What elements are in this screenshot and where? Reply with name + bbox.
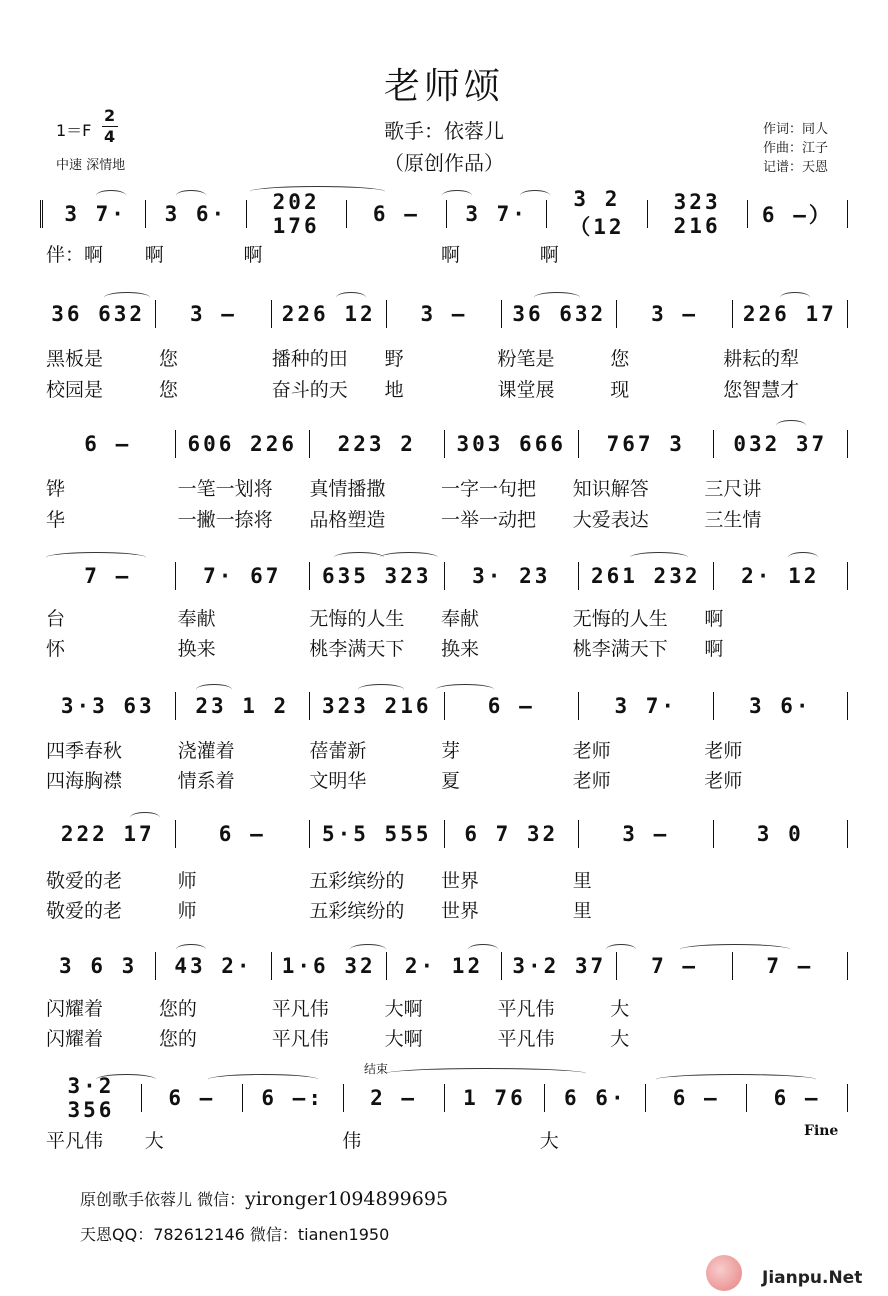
measure: 226 17 bbox=[742, 302, 837, 326]
measure: 2· 12 bbox=[404, 954, 484, 978]
lyric-segment: 华 bbox=[46, 509, 66, 531]
slur-mark bbox=[46, 552, 146, 563]
lyric-segment: 知识解答 bbox=[572, 478, 649, 500]
lyric-segment: 大啊 bbox=[384, 1028, 423, 1050]
lyric-segment bbox=[704, 866, 836, 893]
measure: 3· 23 bbox=[472, 564, 551, 588]
lyric-verse-1 bbox=[46, 866, 836, 893]
lyric-segment: 播种的田 bbox=[271, 348, 348, 370]
lyric-segment: 您 bbox=[158, 379, 178, 401]
measure: 202 176 bbox=[272, 190, 320, 238]
lyric-segment: 平凡伟 bbox=[271, 1028, 329, 1050]
lyric-segment: 老师 bbox=[572, 770, 611, 792]
lyric-segment: 平凡伟 bbox=[497, 998, 555, 1020]
time-denominator: 4 bbox=[104, 127, 116, 146]
measure: 2· 12 bbox=[741, 564, 820, 588]
measure: 1 76 bbox=[463, 1086, 526, 1110]
slur-mark bbox=[606, 944, 636, 955]
end-mark: 结束 bbox=[364, 1062, 389, 1076]
measure: 261 232 bbox=[590, 564, 701, 588]
lyric-segment: 大 bbox=[610, 998, 630, 1020]
lyric-segment: 奉献 bbox=[441, 608, 480, 630]
lyric-segment: 奉献 bbox=[177, 608, 216, 630]
measure: 7· 67 bbox=[203, 564, 282, 588]
lyric-segment: 啊 bbox=[441, 244, 461, 266]
lyric-verse-1 bbox=[46, 604, 836, 631]
lyric-segment: 里 bbox=[572, 900, 592, 922]
lyric-segment: 大爱表达 bbox=[572, 509, 649, 531]
lyric-segment: 啊 bbox=[704, 608, 724, 630]
lyric-segment: 里 bbox=[572, 870, 592, 892]
lyric-segment: 五彩缤纷的 bbox=[309, 900, 405, 922]
lyric-segment: 您的 bbox=[158, 1028, 197, 1050]
lyric-segment: 品格塑造 bbox=[309, 509, 386, 531]
lyric-segment: 师 bbox=[177, 870, 197, 892]
measure: 43 2· bbox=[174, 954, 253, 978]
measure: 6 – bbox=[672, 1086, 720, 1110]
slur-mark bbox=[520, 190, 550, 201]
lyric-segment: 野 bbox=[384, 348, 404, 370]
lyric-segment: 五彩缤纷的 bbox=[309, 870, 405, 892]
measure: 2 – bbox=[370, 1086, 418, 1110]
lyric-segment: 铧 bbox=[46, 478, 66, 500]
lyric-segment: 浇灌着 bbox=[177, 740, 235, 762]
lyric-segment: 奋斗的天 bbox=[271, 379, 348, 401]
measure: 3 6 3 bbox=[59, 954, 138, 978]
lyric-segment: 啊 bbox=[704, 638, 724, 660]
lyric-verse-1 bbox=[46, 994, 836, 1021]
slur-mark bbox=[358, 684, 404, 695]
lyric-verse-2 bbox=[46, 505, 836, 532]
note-line bbox=[40, 428, 848, 460]
measure: 767 3 bbox=[606, 432, 685, 456]
lyric-segment bbox=[244, 1126, 343, 1153]
lyric-segment: 老师 bbox=[572, 740, 611, 762]
lyricist-credit: 作词：同人 bbox=[763, 122, 829, 137]
measure: 6 – bbox=[372, 202, 420, 226]
lyric-segment: 伟 bbox=[342, 1130, 362, 1152]
lyric-segment: 老师 bbox=[704, 770, 743, 792]
lyric-segment: 您的 bbox=[158, 998, 197, 1020]
slur-mark bbox=[776, 420, 806, 431]
lyric-segment: 夏 bbox=[441, 770, 461, 792]
lyric-segment: 无悔的人生 bbox=[572, 608, 668, 630]
barline bbox=[847, 562, 848, 590]
lyric-segment: 世界 bbox=[441, 870, 480, 892]
measure: 3 – bbox=[189, 302, 237, 326]
slur-mark bbox=[534, 292, 580, 303]
lyric-verse-1 bbox=[46, 344, 836, 371]
measure: 3·2 37 bbox=[512, 954, 607, 978]
score-row bbox=[40, 298, 848, 330]
lyric-segment: 伴：啊 bbox=[46, 244, 104, 266]
measure: 5·5 555 bbox=[321, 822, 432, 846]
measure: 3 7· bbox=[614, 694, 678, 718]
footer-singer-label: 原创歌手依蓉儿 微信： bbox=[80, 1190, 246, 1209]
lyric-segment bbox=[723, 1024, 836, 1051]
measure: 032 37 bbox=[733, 432, 828, 456]
lyric-verse-2 bbox=[46, 634, 836, 661]
score-row bbox=[40, 428, 848, 460]
measure: 36 632 bbox=[512, 302, 607, 326]
barline bbox=[847, 952, 848, 980]
measure: 3 0 bbox=[756, 822, 804, 846]
singer-line: 歌手：依蓉儿 bbox=[384, 119, 504, 143]
lyric-segment: 大啊 bbox=[384, 998, 423, 1020]
lyric-verse-1 bbox=[46, 736, 836, 763]
time-numerator: 2 bbox=[104, 106, 116, 125]
measure: 3 – bbox=[420, 302, 468, 326]
lyric-segment: 校园是 bbox=[46, 379, 104, 401]
barline bbox=[847, 430, 848, 458]
lyric-segment: 四海胸襟 bbox=[46, 770, 123, 792]
slur-mark bbox=[208, 1074, 318, 1085]
lyric-segment: 换来 bbox=[177, 638, 216, 660]
tempo-marking: 中速 深情地 bbox=[56, 158, 126, 173]
lyric-segment: 一笔一划将 bbox=[177, 478, 273, 500]
score-row bbox=[40, 187, 848, 239]
slur-mark bbox=[780, 292, 810, 303]
lyric-verse-2 bbox=[46, 766, 836, 793]
slur-mark bbox=[196, 684, 232, 695]
measure: 606 226 bbox=[187, 432, 297, 456]
lyric-segment: 三尺讲 bbox=[704, 478, 762, 500]
lyric-verse-2 bbox=[46, 375, 836, 402]
score-row bbox=[40, 818, 848, 850]
lyric-segment: 耕耘的犁 bbox=[723, 348, 800, 370]
lyric-segment: 真情播撒 bbox=[309, 478, 386, 500]
slur-mark bbox=[442, 190, 472, 201]
measure: 3 7· bbox=[64, 202, 127, 226]
slur-mark bbox=[380, 552, 438, 563]
barline bbox=[847, 1084, 848, 1112]
lyric-segment: 无悔的人生 bbox=[309, 608, 405, 630]
footer-singer-contact bbox=[80, 1187, 448, 1210]
slur-mark bbox=[436, 684, 494, 695]
lyric-segment bbox=[342, 240, 441, 267]
lyric-segment: 三生情 bbox=[704, 509, 762, 531]
slur-mark bbox=[176, 944, 206, 955]
lyric-segment: 啊 bbox=[243, 244, 263, 266]
lyric-segment: 平凡伟 bbox=[46, 1130, 104, 1152]
measure: 3·3 63 bbox=[60, 694, 155, 718]
score-row bbox=[40, 560, 848, 592]
lyric-segment bbox=[723, 994, 836, 1021]
note-line bbox=[40, 560, 848, 592]
measure: 23 1 2 bbox=[195, 694, 290, 718]
footer-transcriber-contact: 天恩QQ：782612146 微信：tianen1950 bbox=[80, 1225, 390, 1244]
lyric-segment: 敬爱的老 bbox=[46, 870, 123, 892]
watermark-text: Jianpu.Net bbox=[762, 1268, 863, 1288]
lyric-segment: 桃李满天下 bbox=[309, 638, 405, 660]
lyric-segment: 黑板是 bbox=[46, 348, 104, 370]
slur-mark bbox=[176, 190, 206, 201]
lyric-segment: 桃李满天下 bbox=[572, 638, 668, 660]
measure: 6 – bbox=[773, 1086, 821, 1110]
slur-mark bbox=[350, 944, 386, 955]
measure: 222 17 bbox=[60, 822, 155, 846]
measure: 6 6· bbox=[564, 1086, 627, 1110]
lyric-segment: 一举一动把 bbox=[441, 509, 537, 531]
lyric-segment: 粉笔是 bbox=[497, 348, 555, 370]
lyric-segment: 老师 bbox=[704, 740, 743, 762]
measure: 3 – bbox=[622, 822, 670, 846]
measure: 7 – bbox=[766, 954, 814, 978]
lyric-verse-2 bbox=[46, 1024, 836, 1051]
lyric-segment: 世界 bbox=[441, 900, 480, 922]
measure: 3 6· bbox=[164, 202, 228, 226]
lyric-segment: 一撇一捺将 bbox=[177, 509, 273, 531]
slur-mark bbox=[334, 552, 384, 563]
lyric-segment: 敬爱的老 bbox=[46, 900, 123, 922]
lyric-segment bbox=[639, 240, 738, 267]
slur-mark bbox=[656, 1074, 816, 1085]
lyric-segment: 啊 bbox=[144, 244, 164, 266]
note-line bbox=[40, 1074, 848, 1122]
slur-mark bbox=[680, 944, 790, 955]
measure: 1·6 32 bbox=[281, 954, 376, 978]
measure: 6 – bbox=[487, 694, 535, 718]
lyric-segment: 师 bbox=[177, 900, 197, 922]
lyric-segment: 芽 bbox=[441, 740, 461, 762]
measure: 223 2 bbox=[337, 432, 416, 456]
measure: 7 – bbox=[84, 564, 132, 588]
measure: 323 216 bbox=[673, 190, 721, 238]
origin-note: （原创作品） bbox=[384, 151, 504, 175]
measure: 3 6· bbox=[748, 694, 812, 718]
measure: 7 – bbox=[651, 954, 699, 978]
lyric-segment: 您智慧才 bbox=[723, 379, 800, 401]
lyric-segment: 怀 bbox=[46, 638, 66, 660]
note-line bbox=[40, 298, 848, 330]
lyric-segment: 大 bbox=[144, 1130, 164, 1152]
measure: 635 323 bbox=[321, 564, 432, 588]
score-row bbox=[40, 1074, 848, 1122]
lyric-segment bbox=[704, 896, 836, 923]
slur-mark bbox=[104, 292, 150, 303]
barline bbox=[847, 820, 848, 848]
slur-mark bbox=[386, 1068, 586, 1079]
lyric-segment: 闪耀着 bbox=[46, 998, 104, 1020]
fine-mark: Fine bbox=[804, 1123, 839, 1139]
transcriber-credit: 记谱：天恩 bbox=[763, 160, 829, 175]
lyric-segment: 啊 bbox=[539, 244, 559, 266]
slur-mark bbox=[468, 944, 498, 955]
lyric-verse-1 bbox=[46, 1126, 836, 1153]
measure: 3 7· bbox=[465, 202, 528, 226]
slur-mark bbox=[96, 1074, 156, 1085]
measure: 6 – bbox=[218, 822, 266, 846]
measure: 3·2 356 bbox=[67, 1074, 115, 1122]
slur-mark bbox=[630, 552, 688, 563]
lyric-segment: 现 bbox=[610, 379, 630, 401]
lyric-segment bbox=[441, 1126, 540, 1153]
measure: 6 – bbox=[84, 432, 132, 456]
lyric-segment bbox=[639, 1126, 738, 1153]
lyric-segment bbox=[737, 240, 836, 267]
footer-singer-wechat: yironger1094899695 bbox=[245, 1188, 449, 1210]
lyric-segment: 大 bbox=[610, 1028, 630, 1050]
lyric-segment: 蓓蕾新 bbox=[309, 740, 367, 762]
barline bbox=[847, 200, 848, 228]
measure: 226 12 bbox=[281, 302, 376, 326]
song-title: 老师颂 bbox=[383, 66, 504, 107]
note-line bbox=[40, 187, 848, 239]
note-line bbox=[40, 818, 848, 850]
lyric-verse-1 bbox=[46, 240, 836, 267]
lyric-segment: 大 bbox=[539, 1130, 559, 1152]
measure: 6 –） bbox=[761, 203, 833, 227]
lyric-segment: 平凡伟 bbox=[271, 998, 329, 1020]
measure: 3 – bbox=[651, 302, 699, 326]
slur-mark bbox=[96, 190, 126, 201]
barline bbox=[847, 300, 848, 328]
lyric-segment: 情系着 bbox=[177, 770, 235, 792]
slur-mark bbox=[250, 186, 385, 197]
key-signature: 1＝F bbox=[56, 121, 92, 140]
measure: 6 – bbox=[168, 1086, 216, 1110]
composer-credit: 作曲：江子 bbox=[763, 141, 829, 156]
lyric-segment: 台 bbox=[46, 608, 66, 630]
barline bbox=[847, 692, 848, 720]
lyric-segment: 您 bbox=[158, 348, 178, 370]
slur-mark bbox=[788, 552, 818, 563]
lyric-segment: 换来 bbox=[441, 638, 480, 660]
lyric-verse-2 bbox=[46, 896, 836, 923]
measure: 323 216 bbox=[321, 694, 432, 718]
lyric-segment: 您 bbox=[610, 348, 630, 370]
measure: 6 7 32 bbox=[464, 822, 559, 846]
slur-mark bbox=[336, 292, 366, 303]
lyric-segment: 四季春秋 bbox=[46, 740, 123, 762]
lyric-segment: 文明华 bbox=[309, 770, 367, 792]
watermark-logo-icon bbox=[706, 1255, 742, 1291]
measure: 36 632 bbox=[51, 302, 146, 326]
lyric-segment: 平凡伟 bbox=[497, 1028, 555, 1050]
lyric-segment: 地 bbox=[384, 379, 404, 401]
slur-mark bbox=[130, 812, 160, 823]
lyric-segment: 课堂展 bbox=[497, 379, 555, 401]
measure: 303 666 bbox=[456, 432, 566, 456]
lyric-segment: 一字一句把 bbox=[441, 478, 537, 500]
measure: 3 2（12 bbox=[569, 187, 625, 239]
measure: 6 –: bbox=[261, 1086, 324, 1110]
lyric-verse-1 bbox=[46, 474, 836, 501]
lyric-segment: 闪耀着 bbox=[46, 1028, 104, 1050]
